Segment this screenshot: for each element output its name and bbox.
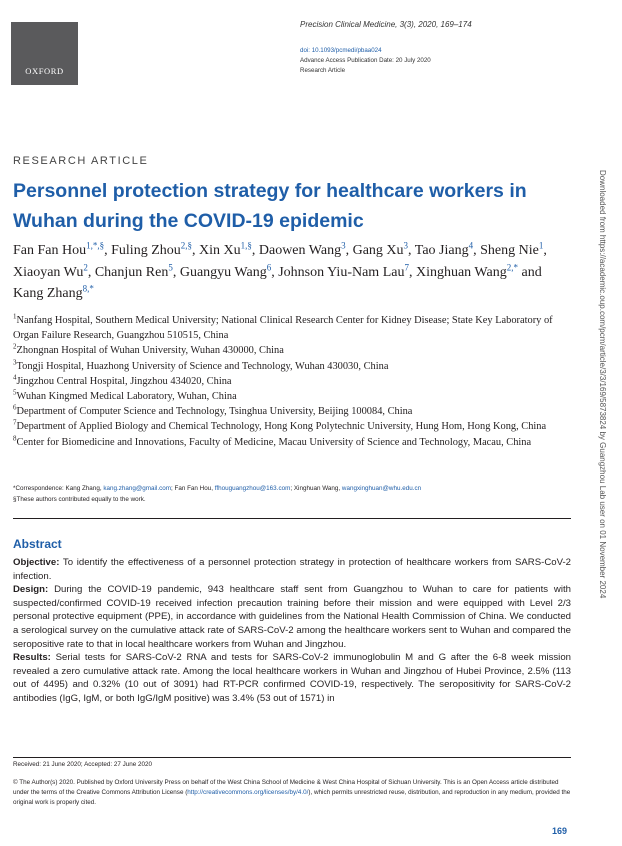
divider [13,757,571,758]
journal-citation: Precision Clinical Medicine, 3(3), 2020, 169–174 [300,20,472,29]
author-affiliation-marker: 1,§ [240,240,252,251]
affiliation-item: $^6$Department of Computer Science and Technology, Tsinghua University, Beijing 100084, China [13,403,413,418]
affiliation-item: $^3$Tongji Hospital, Huazhong University of Science and Technology, Wuhan 430030, China [13,358,389,372]
author-name: Sheng Nie [480,243,539,258]
license-link[interactable]: http://creativecommons.org/licenses/by/4.0/ [187,789,309,796]
license-text: © The Author(s) 2020. Published by Oxford University Press on behalf of the West China School of Medicine & West China Hospital of Sichuan University. This is an Open Access article distributed under the terms of the Creative Commons Attribution License (http://creativecommons.org/licenses/by/4.0/), which permits unrestricted reuse, distribution, and reproduction in any medium, provided the original work is properly cited. [13,779,571,806]
logo-text: OXFORD [25,66,64,76]
abstract-body [13,556,571,706]
author-affiliation-marker: 2 [83,261,88,272]
affiliation-item: $^7$Department of Applied Biology and Chemical Technology, Hong Kong Polytechnic University, Hung Hom, Hong Kong, China [13,418,547,433]
author-affiliation-marker: 6 [266,261,272,272]
correspondence-notes: *Correspondence: Kang Zhang, kang.zhang@gmail.com; Fan Fan Hou, ffhouguangzhou@163.com; Xinghuan Wang, wangxinghuan@whu.edu.cn §These authors contributed equally to the work. [13,484,583,505]
author-affiliation-marker: 2,* [506,261,518,272]
affiliation-item: $^2$Zhongnan Hospital of Wuhan University, Wuhan 430000, China [13,342,284,357]
doi-link[interactable]: doi: 10.1093/pcmedi/pbaa024 [300,47,382,54]
author-affiliation-marker: 5 [168,261,173,272]
email-link[interactable]: ffhouguangzhou@163.com [214,485,291,492]
article-title: Personnel protection strategy for healthcare workers in Wuhan during the COVID-19 epidemic [13,180,527,232]
abstract-heading: Abstract [13,537,62,551]
author-affiliation-marker: 3 [403,240,409,251]
email-link[interactable]: wangxinghuan@whu.edu.cn [341,485,422,492]
author-affiliation-marker: 3 [341,240,346,251]
author-list: Fan Fan Hou$^{1,*,\S}$, Fuling Zhou$^{2,\S}$, Xin $Xu^{1,\S}$, Daowen Wang$^3$, Gang Xu$^3$, Tao Jiang$^4$, Sheng Nie$^1$, Xiaoyan Wu$^2$, Chanjun Ren$^5$, Guangyu Wang$^6$, Johnson Yiu-Nam Lau$^7$, Xinghuan Wang$^{2,*}$ and Kang Zhang$^{8,*}$ [13,240,547,301]
affiliation-item: $^8$Center for Biomedicine and Innovations, Faculty of Medicine, Macau University of Science and Technology, Macau, China [13,434,532,448]
author-name: Johnson Yiu-Nam Lau [278,264,405,280]
article-meta [300,46,431,76]
abstract-design: Design: During the COVID-19 pandemic, 943 healthcare staff sent from Guangzhou to Wuhan to care for patients with suspected/confirmed COVID-19 received infection precaution training before their mission and were equipped with Level 2/3 personal protective equipment (PPE), in accordance with guidelines from the National Health Commission of China. We conducted a serological survey on the cumulative attack rate of SARS-CoV-2 among the healthcare workers sent to Wuhan and compared the seropositive rate to that in local healthcare workers from Wuhan and Jingzhou. [13,584,571,650]
author-name: Gang Xu [352,243,404,258]
received-dates: Received: 21 June 2020; Accepted: 27 June 2020 [13,761,152,768]
download-watermark: Downloaded from https://academic.oup.com/pcm/article/3/3/169/5873824 by Guangzhou Lab user on 01 November 2024 [598,170,607,599]
section-label: RESEARCH ARTICLE [13,155,149,167]
author-name: Fan Fan Hou [13,243,87,258]
oxford-logo [11,22,78,85]
author-name: Tao Jiang [414,243,469,258]
affiliation-item: $^1$Nanfang Hospital, Southern Medical University; National Clinical Research Center for Kidney Disease; State Key Laboratory of Organ Failure Research, Guangzhou 510515, China [13,312,553,342]
abstract-results: Results: Serial tests for SARS-CoV-2 RNA and tests for SARS-CoV-2 immunoglobulin M and G after the 6-8 week mission revealed a zero cumulative attack rate. Among the local healthcare workers in Wuhan and Jingzhou of Hubei Province, 2.5% (113 out of 4495) and 0.32% (10 out of 3091) had RT-PCR confirmed COVID-19, respectively. The seropositivity for SARS-CoV-2 antibodies (IgG, IgM, or both IgG/IgM positive) was 3.4% (53 out of 1571) in [13,652,571,704]
author-name: Guangyu Wang [179,264,267,280]
affiliation-list [13,313,578,450]
equal-contribution-note: §These authors contributed equally to the work. [13,495,146,503]
author-affiliation-marker: 4 [468,240,474,251]
author-affiliation-marker: 1 [538,240,544,251]
author-name: Xiaoyan Wu [13,264,84,280]
author-affiliation-marker: 2,§ [180,240,192,251]
affiliation-item: $^5$Wuhan Kingmed Medical Laboratory, Wuhan, China [13,388,237,403]
page-number: 169 [552,826,568,836]
email-link[interactable]: kang.zhang@gmail.com [103,485,171,492]
affiliation-item: $^4$Jingzhou Central Hospital, Jingzhou 434020, China [13,373,232,387]
advance-access: Advance Access Publication Date: 20 July 2020 [300,57,431,64]
divider [13,518,571,519]
author-name: Daowen Wang [258,243,342,258]
author-name: Chanjun Ren [94,264,169,280]
author-name: Fuling Zhou [111,243,181,258]
author-name: Xin Xu [199,243,241,258]
article-type: Research Article [300,67,346,74]
author-affiliation-marker: 1,*,§ [86,240,105,251]
author-name: Kang Zhang [13,286,83,301]
abstract-objective: Objective: To identify the effectiveness of a personnel protection strategy in protection of healthcare workers from SARS-CoV-2 infection. [13,557,571,582]
author-affiliation-marker: 7 [404,261,409,272]
author-name: Xinghuan Wang [415,264,507,280]
author-affiliation-marker: 8,* [82,283,94,294]
